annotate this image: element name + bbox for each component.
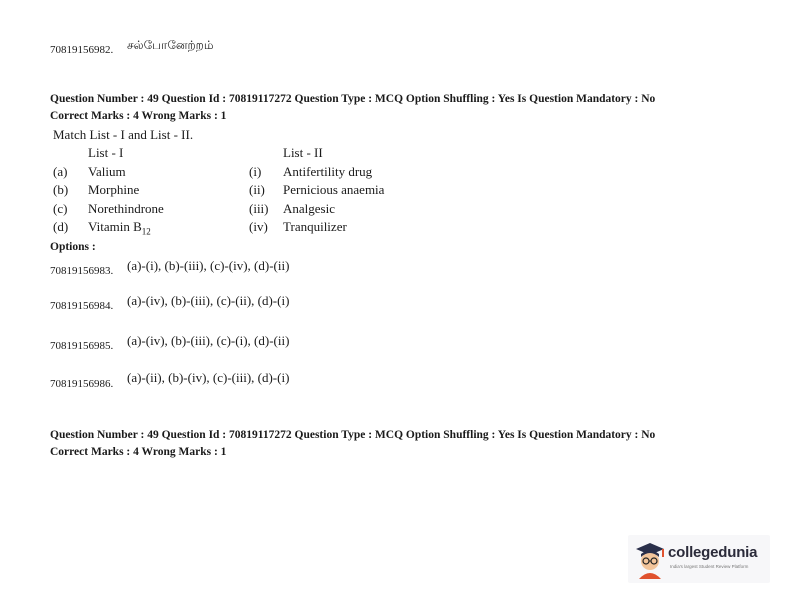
row-label-ii: (ii) xyxy=(249,182,265,197)
row-item-iv: Tranquilizer xyxy=(283,219,347,234)
question-header: Question Number : 49 Question Id : 70819117272 Question Type : MCQ Option Shuffling : Yes Is Question Mandatory : No xyxy=(50,93,656,105)
mascot-icon xyxy=(632,539,668,579)
row-label-iii: (iii) xyxy=(249,201,269,216)
option-id: 70819156985. xyxy=(50,340,114,352)
option-text: (a)-(iv), (b)-(iii), (c)-(ii), (d)-(i) xyxy=(127,293,290,308)
question-marks: Correct Marks : 4 Wrong Marks : 1 xyxy=(50,446,227,458)
list2-title: List - II xyxy=(283,145,323,160)
option-id: 70819156982. xyxy=(50,44,114,56)
row-item-iii: Analgesic xyxy=(283,201,335,216)
vitamin-text: Vitamin B xyxy=(88,219,142,234)
row-item-c: Norethindrone xyxy=(88,201,164,216)
row-item-b: Morphine xyxy=(88,182,140,197)
row-label-i: (i) xyxy=(249,164,262,179)
option-id: 70819156983. xyxy=(50,265,114,277)
row-item-a: Valium xyxy=(88,164,126,179)
option-text: (a)-(iv), (b)-(iii), (c)-(i), (d)-(ii) xyxy=(127,333,290,348)
question-prompt: Match List - I and List - II. xyxy=(53,127,194,142)
row-label-d: (d) xyxy=(53,219,69,234)
logo-tagline: India's largest Student Review Platform xyxy=(670,564,749,569)
row-label-a: (a) xyxy=(53,164,68,179)
question-header: Question Number : 49 Question Id : 70819117272 Question Type : MCQ Option Shuffling : Yes Is Question Mandatory : No xyxy=(50,429,656,441)
row-label-b: (b) xyxy=(53,182,69,197)
row-item-ii: Pernicious anaemia xyxy=(283,182,385,197)
option-text: (a)-(i), (b)-(iii), (c)-(iv), (d)-(ii) xyxy=(127,258,290,273)
row-item-i: Antifertility drug xyxy=(283,164,373,179)
options-label: Options : xyxy=(50,241,96,253)
option-text: சல்போனேற்றம் xyxy=(127,38,214,52)
collegedunia-logo xyxy=(628,535,770,583)
list1-title: List - I xyxy=(88,145,124,160)
row-item-d xyxy=(88,219,151,237)
row-label-c: (c) xyxy=(53,201,68,216)
option-id: 70819156986. xyxy=(50,378,114,390)
option-id: 70819156984. xyxy=(50,300,114,312)
question-marks: Correct Marks : 4 Wrong Marks : 1 xyxy=(50,110,227,122)
vitamin-subscript: 12 xyxy=(141,226,151,237)
option-text: (a)-(ii), (b)-(iv), (c)-(iii), (d)-(i) xyxy=(127,370,290,385)
row-label-iv: (iv) xyxy=(249,219,268,234)
logo-wordmark: collegedunia xyxy=(668,544,758,561)
